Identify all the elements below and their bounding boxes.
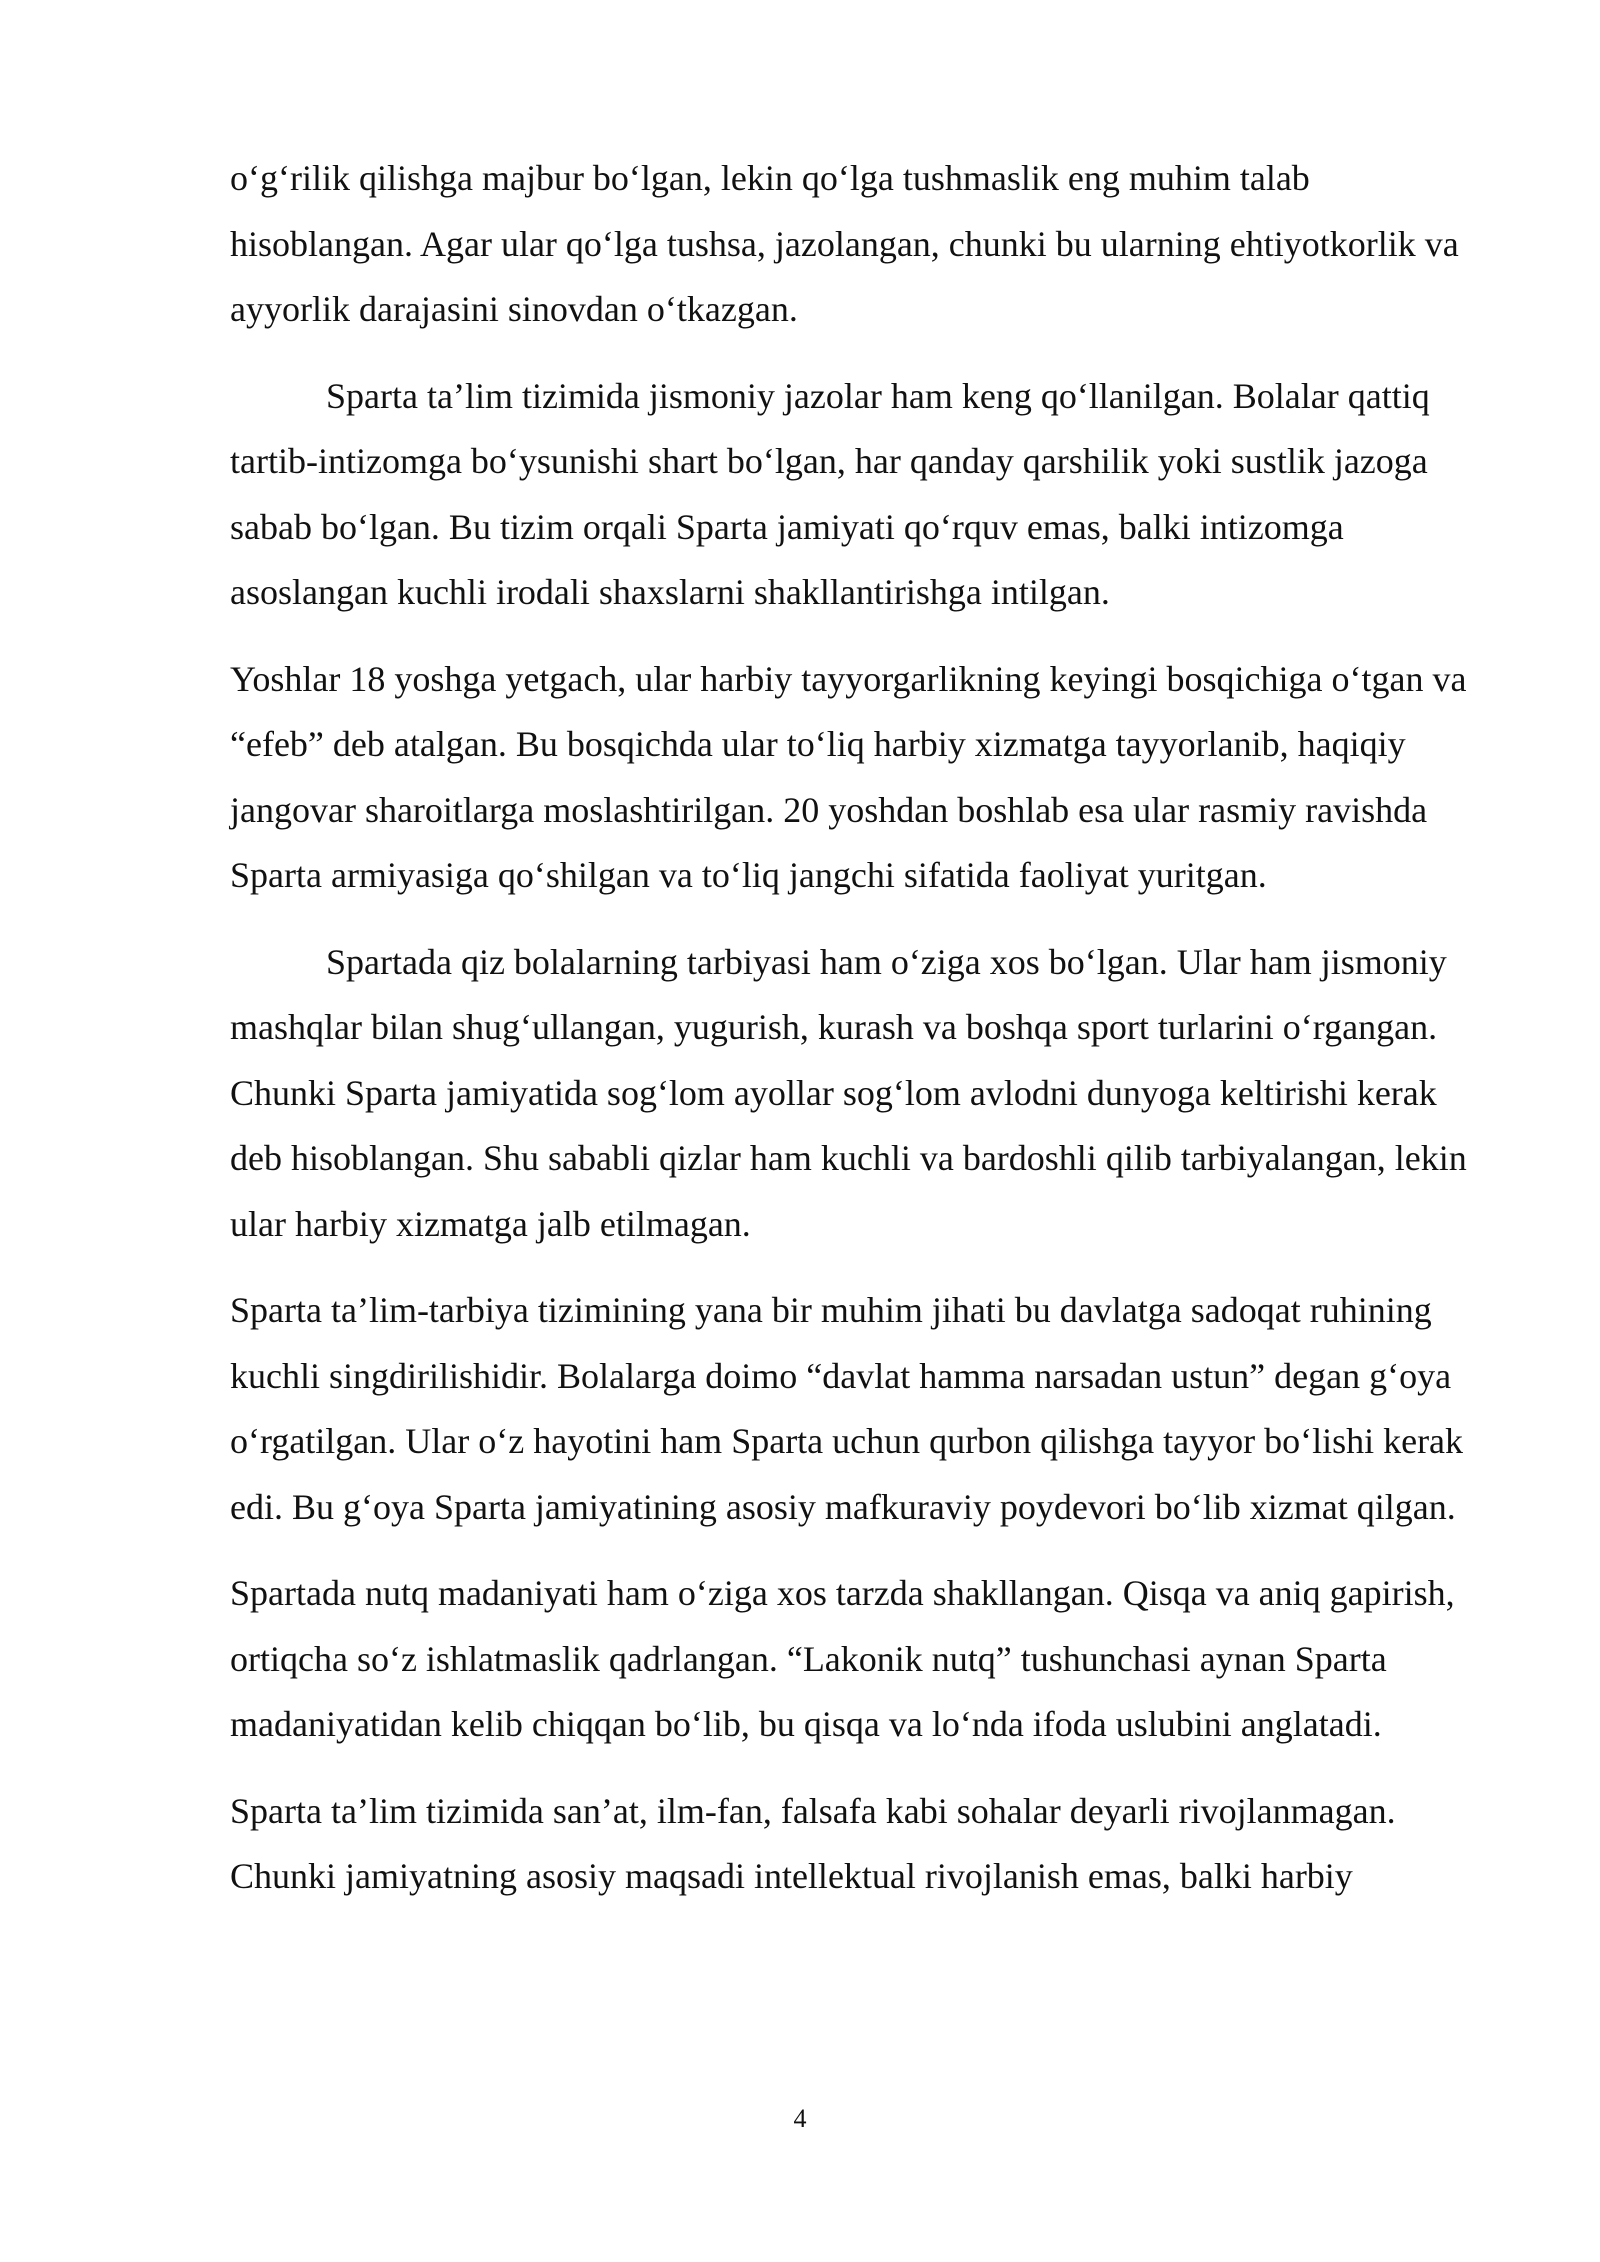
paragraph-1: o‘g‘rilik qilishga majbur bo‘lgan, lekin qo‘lga tushmaslik eng muhim talab hisoblangan. Agar ular qo‘lga tushsa, jazolangan, chunki bu ularning ehtiyotkorlik va ayyorlik darajasini sinovdan o‘tkazgan.: [230, 158, 1459, 329]
document-body: [230, 146, 1496, 1931]
paragraph-2: Sparta ta’lim tizimida jismoniy jazolar ham keng qo‘llanilgan. Bolalar qattiq tartib-intizomga bo‘ysunishi shart bo‘lgan, har qanday qarshilik yoki sustlik jazoga sabab bo‘lgan. Bu tizim orqali Sparta jamiyati qo‘rquv emas, balki intizomga asoslangan kuchli irodali shaxslarni shakllantirishga intilgan.: [230, 375, 1430, 612]
paragraph-4: Spartada qiz bolalarning tarbiyasi ham o‘ziga xos bo‘lgan. Ular ham jismoniy mashqlar bilan shug‘ullangan, yugurish, kurash va boshqa sport turlarini o‘rgangan. Chunki Sparta jamiyatida sog‘lom ayollar sog‘lom avlodni dunyoga keltirishi kerak deb hisoblangan. Shu sababli qizlar ham kuchli va bardoshli qilib tarbiyalangan, lekin ular harbiy xizmatga jalb etilmagan.: [230, 941, 1467, 1244]
paragraph-5: Sparta ta’lim-tarbiya tizimining yana bir muhim jihati bu davlatga sadoqat ruhining kuchli singdirilishidir. Bolalarga doimo “davlat hamma narsadan ustun” degan g‘oya o‘rgatilgan. Ular o‘z hayotini ham Sparta uchun qurbon qilishga tayyor bo‘lishi kerak edi. Bu g‘oya Sparta jamiyatining asosiy mafkuraviy poydevori bo‘lib xizmat qilgan.: [230, 1290, 1464, 1527]
page-number: 4: [793, 2104, 807, 2133]
paragraph-3: Yoshlar 18 yoshga yetgach, ular harbiy tayyorgarlikning keyingi bosqichiga o‘tgan va “efeb” deb atalgan. Bu bosqichda ular to‘liq harbiy xizmatga tayyorlanib, haqiqiy jangovar sharoitlarga moslashtirilgan. 20 yoshdan boshlab esa ular rasmiy ravishda Sparta armiyasiga qo‘shilgan va to‘liq jangchi sifatida faoliyat yuritgan.: [230, 658, 1467, 895]
paragraph-6: Spartada nutq madaniyati ham o‘ziga xos tarzda shakllangan. Qisqa va aniq gapirish, ortiqcha so‘z ishlatmaslik qadrlangan. “Lakonik nutq” tushunchasi aynan Sparta madaniyatidan kelib chiqqan bo‘lib, bu qisqa va lo‘nda ifoda uslubini anglatadi.: [230, 1573, 1455, 1744]
paragraph-7: Sparta ta’lim tizimida san’at, ilm-fan, falsafa kabi sohalar deyarli rivojlanmagan. Chunki jamiyatning asosiy maqsadi intellektual rivojlanish emas, balki harbiy: [230, 1790, 1396, 1896]
